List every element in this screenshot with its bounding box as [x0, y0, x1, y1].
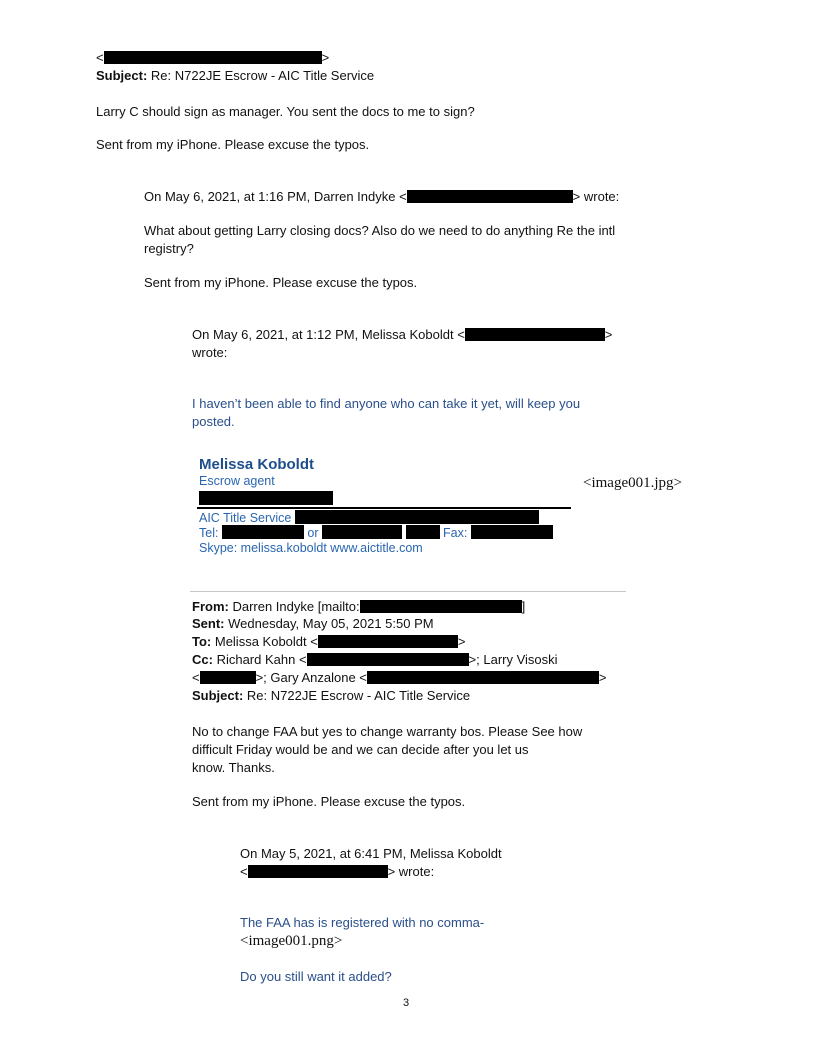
image-placeholder: <image001.jpg> — [583, 475, 682, 491]
cc-text: >; Gary Anzalone < — [255, 670, 367, 685]
reply-header-wrote: > wrote: — [572, 189, 620, 204]
cc-text: Richard Kahn < — [212, 652, 307, 667]
lt-bracket: < — [240, 864, 248, 879]
redaction-box — [200, 671, 256, 684]
image-placeholder: <image001.png> — [240, 933, 343, 949]
fax-label: Fax: — [443, 526, 468, 540]
signature-redacted-line — [199, 490, 333, 507]
redaction-box — [318, 635, 458, 648]
redaction-box — [465, 328, 605, 341]
redaction-box — [360, 600, 522, 613]
message-body: difficult Friday would be and we can decide after you let us — [192, 742, 529, 757]
or-label: or — [307, 526, 319, 540]
message-body: What about getting Larry closing docs? Also do we need to do anything Re the intl — [144, 223, 616, 238]
signoff: Sent from my iPhone. Please excuse the typos. — [96, 137, 370, 152]
subject-label: Subject: — [192, 688, 244, 703]
fwd-to — [192, 633, 465, 650]
redaction-box — [407, 190, 573, 203]
reply-header-wrote: > wrote: — [387, 864, 435, 879]
redaction-box — [367, 671, 599, 684]
sent-label: Sent: — [192, 616, 225, 631]
cc-label: Cc: — [192, 652, 213, 667]
message-body: registry? — [144, 241, 194, 256]
message-body: know. Thanks. — [192, 760, 275, 775]
to-label: To: — [192, 634, 212, 649]
signoff: Sent from my iPhone. Please excuse the typos. — [192, 794, 466, 809]
subject-text: Re: N722JE Escrow - AIC Title Service — [147, 68, 375, 83]
redaction-box — [295, 510, 539, 524]
subject-label: Subject: — [96, 68, 148, 83]
subject-text: Re: N722JE Escrow - AIC Title Service — [243, 688, 471, 703]
reply-header — [192, 326, 612, 343]
fwd-sent — [192, 615, 434, 632]
message-body: No to change FAA but yes to change warranty bos. Please See how — [192, 724, 583, 739]
redaction-box — [199, 491, 333, 505]
top-subject — [96, 67, 374, 84]
bracket: ] — [521, 599, 526, 614]
top-from-line — [96, 49, 329, 66]
message-body: The FAA has is registered with no comma- — [240, 915, 485, 930]
fwd-subject — [192, 687, 470, 704]
signature-name: Melissa Koboldt — [199, 456, 315, 473]
reply-header — [144, 188, 619, 205]
forward-divider — [190, 591, 626, 592]
reply-header-text: On May 6, 2021, at 1:12 PM, Melissa Koboldt < — [192, 327, 465, 342]
tel-label: Tel: — [199, 526, 219, 540]
gt-bracket: > — [321, 50, 330, 65]
redaction-box — [104, 51, 322, 64]
signature-company: AIC Title Service — [199, 511, 292, 525]
message-body: Do you still want it added? — [240, 969, 392, 984]
fwd-from — [192, 598, 525, 615]
redaction-box — [322, 525, 402, 539]
message-body: I haven’t been able to find anyone who can take it yet, will keep you — [192, 396, 581, 411]
redaction-box — [248, 865, 388, 878]
cc-text: >; Larry Visoski — [468, 652, 558, 667]
redaction-box — [471, 525, 553, 539]
signature-divider — [197, 507, 571, 509]
message-body: Larry C should sign as manager. You sent the docs to me to sign? — [96, 104, 475, 119]
redaction-box — [307, 653, 469, 666]
reply-header-text: On May 6, 2021, at 1:16 PM, Darren Indyke < — [144, 189, 407, 204]
gt-bracket: > — [604, 327, 613, 342]
lt-bracket: < — [192, 670, 200, 685]
fwd-cc — [192, 651, 558, 668]
reply-header-wrote: wrote: — [192, 345, 228, 360]
to-text: Melissa Koboldt < — [211, 634, 318, 649]
from-label: From: — [192, 599, 229, 614]
gt-bracket: > — [457, 634, 466, 649]
redaction-box — [406, 525, 440, 539]
lt-bracket: < — [96, 50, 104, 65]
sent-text: Wednesday, May 05, 2021 5:50 PM — [224, 616, 434, 631]
gt-bracket: > — [598, 670, 607, 685]
redaction-box — [222, 525, 304, 539]
page-number: 3 — [403, 997, 410, 1009]
reply-header — [240, 863, 434, 880]
message-body: posted. — [192, 414, 235, 429]
reply-header-text: On May 5, 2021, at 6:41 PM, Melissa Koboldt — [240, 846, 502, 861]
signature-skype: Skype: melissa.koboldt www.aictitle.com — [199, 541, 423, 555]
fwd-cc-continued — [192, 669, 606, 686]
from-text: Darren Indyke [mailto: — [228, 599, 360, 614]
signoff: Sent from my iPhone. Please excuse the typos. — [144, 275, 418, 290]
signature-title: Escrow agent — [199, 474, 275, 488]
